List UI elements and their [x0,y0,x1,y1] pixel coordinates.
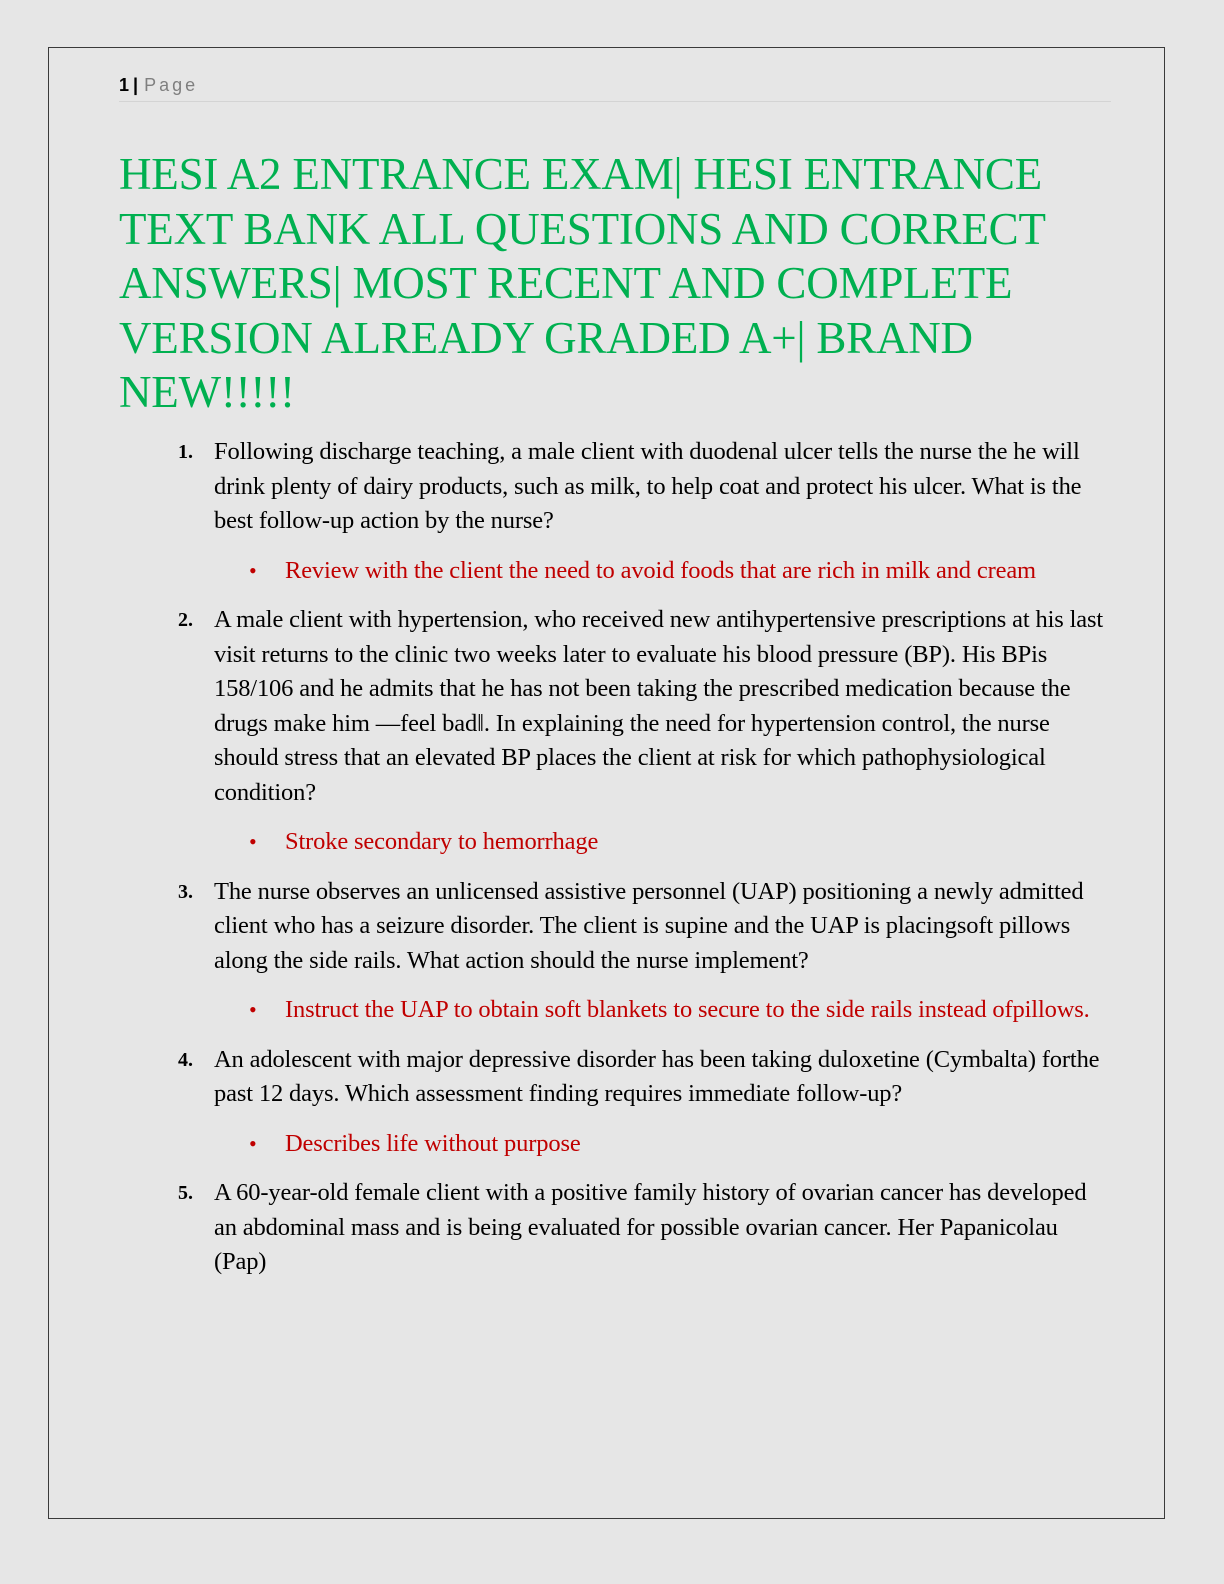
answer-text: Describes life without purpose [285,1129,581,1157]
question-number: 3. [178,880,193,903]
question-item [178,435,1108,588]
header-separator: | [133,75,139,95]
page-number: 1 [119,75,130,95]
answer-list [214,993,1108,1028]
answer-text: Instruct the UAP to obtain soft blankets to secure to the side rails instead ofpillows. [285,996,1090,1023]
answer-list [214,1127,1108,1162]
answer-item [249,1127,1108,1162]
bullet-icon: • [249,1130,257,1156]
question-text: Following discharge teaching, a male client with duodenal ulcer tells the nurse the he will drink plenty of dairy products, such as milk, to help coat and protect his ulcer. What is the best follow-up action by the nurse? [214,438,1082,534]
question-number: 5. [178,1182,193,1204]
bullet-icon: • [249,557,257,583]
answer-item [249,993,1108,1028]
question-text: A male client with hypertension, who received new antihypertensive prescriptions at his last visit returns to the clinic two weeks later to evaluate his blood pressure (BP). His BPis 158/106 and he admits that he has not been taking the prescribed medication because the drugs make him —feel bad‖. In explaining the need for hypertension control, the nurse should stress that an elevated BP places the client at risk for which pathophysiological condition? [214,606,1104,806]
question-number: 1. [178,441,193,463]
question-text: An adolescent with major depressive disorder has been taking duloxetine (Cymbalta) forthe past 12 days. Which assessment finding requires immediate follow-up? [214,1045,1100,1107]
question-item [178,875,1108,1028]
question-number: 4. [178,1048,193,1071]
page-header [119,72,1111,102]
document-title: HESI A2 ENTRANCE EXAM| HESI ENTRANCE TEXT BANK ALL QUESTIONS AND CORRECT ANSWERS| MOST RECENT AND COMPLETE VERSION ALREADY GRADED A+| BRAND NEW!!!!! [119,149,1045,418]
question-item [178,1176,1108,1280]
answer-item [249,825,1108,860]
page-label: Page [144,75,199,95]
answer-text: Stroke secondary to hemorrhage [285,828,599,855]
answer-text: Review with the client the need to avoid foods that are rich in milk and cream [285,556,1036,584]
question-item [178,1043,1108,1162]
answer-list [214,554,1108,589]
question-list [178,435,1108,1280]
answer-item [249,554,1108,589]
question-text: The nurse observes an unlicensed assistive personnel (UAP) positioning a newly admitted client who has a seizure disorder. The client is supine and the UAP is placingsoft pillows along the side rails. What action should the nurse implement? [214,877,1084,974]
answer-list [214,825,1108,860]
question-text: A 60-year-old female client with a positive family history of ovarian cancer has developed an abdominal mass and is being evaluated for possible ovarian cancer. Her Papanicolau (Pap) [214,1179,1087,1275]
bullet-icon: • [249,997,257,1022]
question-number: 2. [178,609,193,631]
question-item [178,603,1108,860]
bullet-icon: • [249,829,257,854]
